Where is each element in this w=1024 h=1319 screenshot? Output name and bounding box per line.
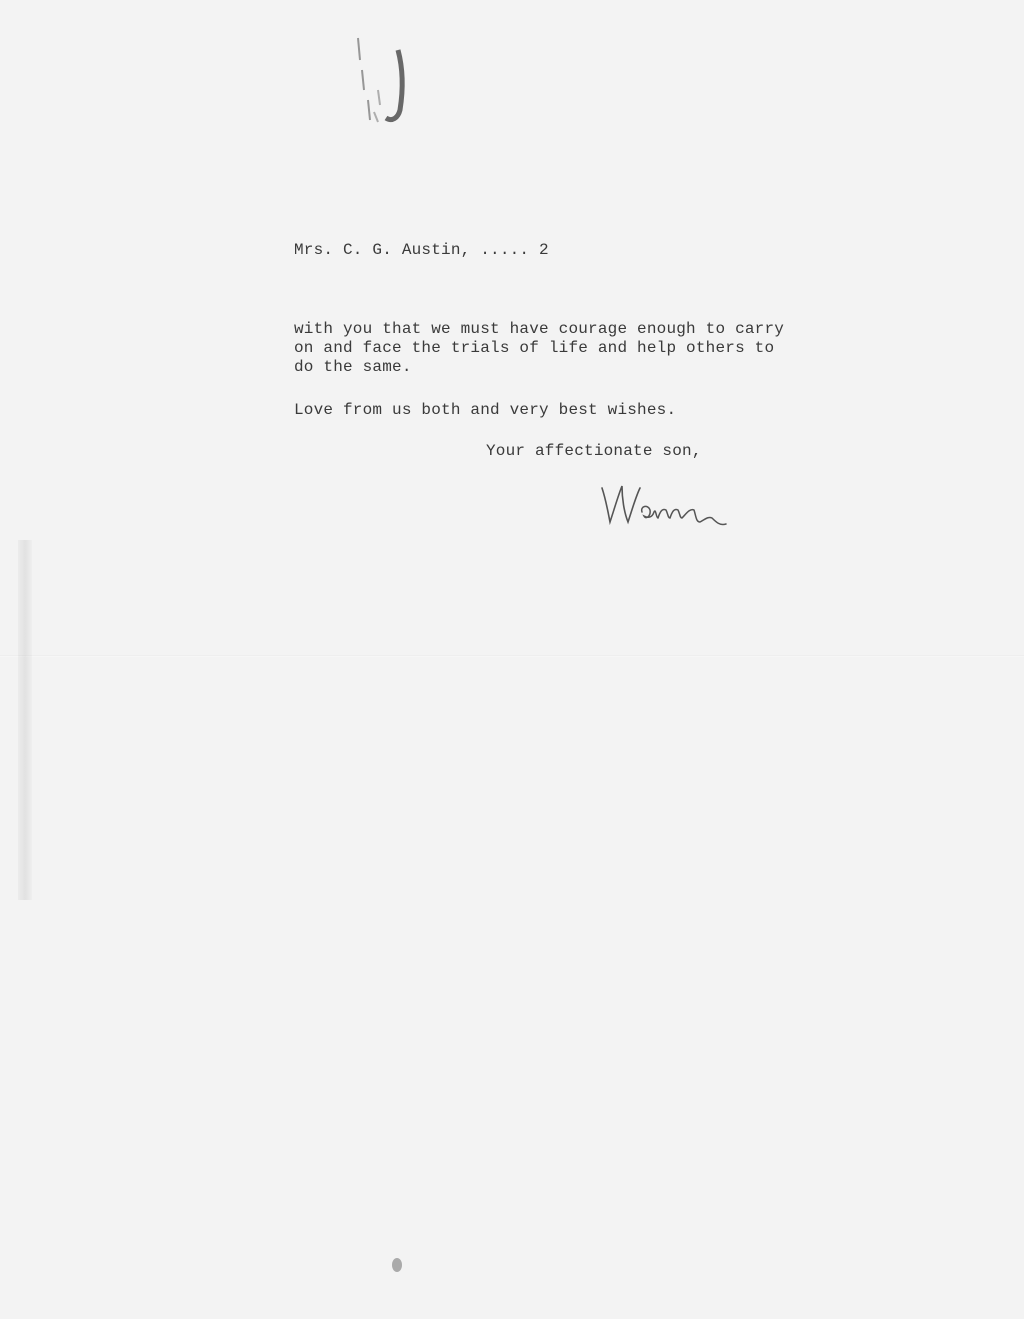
fold-line [0, 655, 1024, 657]
edge-shadow [18, 540, 32, 900]
punch-hole-mark [392, 1258, 402, 1272]
clip-mark-icon [350, 30, 420, 130]
valediction: Your affectionate son, [486, 442, 702, 460]
body-paragraph [294, 320, 784, 377]
body-line: with you that we must have courage enough to carry [294, 320, 785, 338]
closing-line: Love from us both and very best wishes. [294, 401, 677, 419]
body-line: do the same. [294, 358, 412, 376]
body-line: on and face the trials of life and help others to [294, 339, 775, 357]
signature [596, 478, 736, 534]
page-header: Mrs. C. G. Austin, ..... 2 [294, 241, 549, 259]
